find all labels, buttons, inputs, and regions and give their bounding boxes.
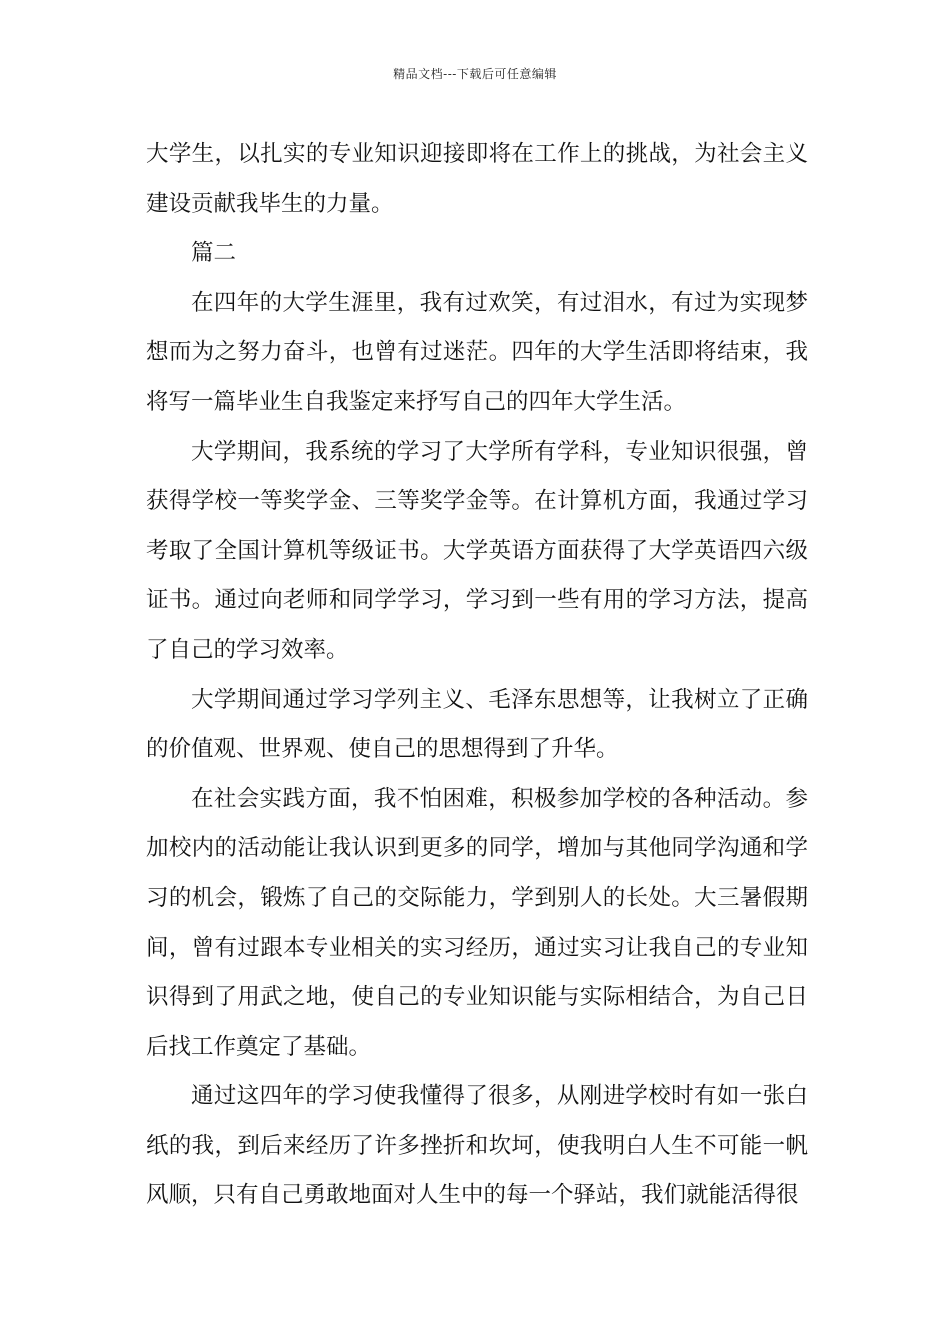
paragraph-continuation: 大学生，以扎实的专业知识迎接即将在工作上的挑战，为社会主义建设贡献我毕生的力量。	[146, 141, 808, 217]
document-body	[146, 130, 808, 1221]
paragraph: 通过这四年的学习使我懂得了很多，从刚进学校时有如一张白纸的我，到后来经历了许多挫折和坎坷，使我明白人生不可能一帆风顺，只有自己勇敢地面对人生中的每一个驿站，我们就能活得很	[146, 1083, 808, 1209]
paragraph: 大学期间通过学习学列主义、毛泽东思想等，让我树立了正确的价值观、世界观、使自己的思想得到了升华。	[146, 686, 808, 763]
paragraph: 在四年的大学生涯里，我有过欢笑，有过泪水，有过为实现梦想而为之努力奋斗，也曾有过迷茫。四年的大学生活即将结束，我将写一篇毕业生自我鉴定来抒写自己的四年大学生活。	[146, 289, 808, 415]
paragraph: 大学期间，我系统的学习了大学所有学科，专业知识很强，曾获得学校一等奖学金、三等奖学金等。在计算机方面，我通过学习考取了全国计算机等级证书。大学英语方面获得了大学英语四六级证书。通过向老师和同学学习，学习到一些有用的学习方法，提高了自己的学习效率。	[146, 438, 808, 663]
page-header: 精品文档---下载后可任意编辑	[393, 67, 557, 81]
section-heading: 篇二	[191, 240, 237, 267]
paragraph: 在社会实践方面，我不怕困难，积极参加学校的各种活动。参加校内的活动能让我认识到更多的同学，增加与其他同学沟通和学习的机会，锻炼了自己的交际能力，学到别人的长处。大三暑假期间，曾有过跟本专业相关的实习经历，通过实习让我自己的专业知识得到了用武之地，使自己的专业知识能与实际相结合，为自己日后找工作奠定了基础。	[146, 785, 808, 1060]
